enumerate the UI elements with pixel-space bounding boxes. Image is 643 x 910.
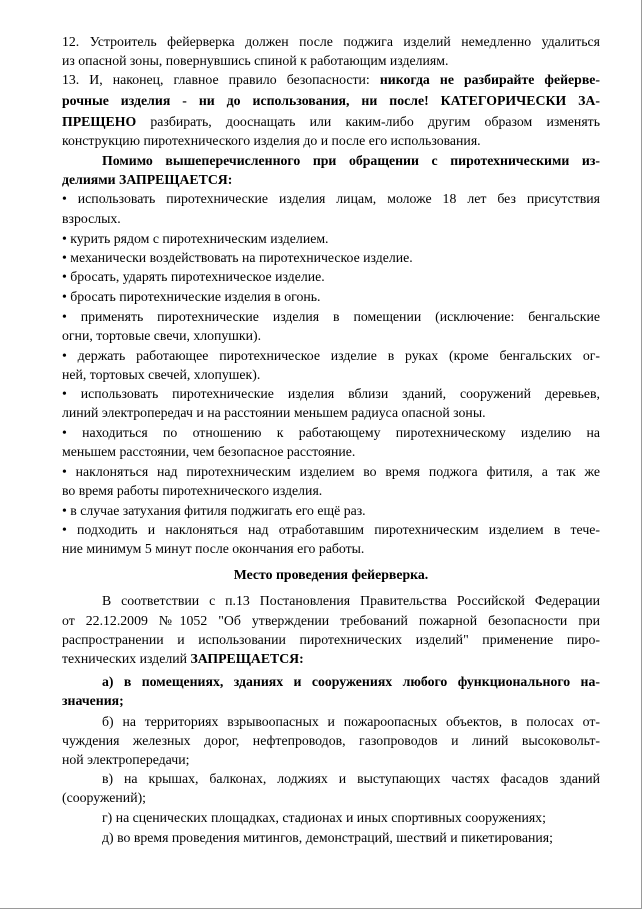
- text-run: ней, тортовых свечей, хлопушек).: [62, 367, 261, 382]
- text-run: • находиться по отношению к работающему пиротехническому изделию на: [62, 425, 600, 440]
- text-line: [62, 503, 600, 519]
- text-line: [62, 752, 600, 768]
- text-run: • использовать пиротехнические изделия лицам, моложе 18 лет без присутствия: [62, 191, 600, 206]
- text-run: конструкцию пиротехнического изделия до и после его использования.: [62, 133, 481, 148]
- text-run: чуждения железных дорог, нефтепроводов, газопроводов и линий высоковольт-: [62, 733, 600, 748]
- text-run: 12. Устроитель фейерверка должен после поджига изделий немедленно удалиться: [62, 34, 600, 49]
- text-run: разбирать, дооснащать или каким-либо другим образом изменять: [136, 114, 600, 129]
- text-run: огни, тортовые свечи, хлопушки).: [62, 328, 262, 343]
- text-line: [62, 632, 600, 648]
- text-line: [62, 34, 600, 50]
- text-run: (сооружений);: [62, 790, 147, 805]
- text-line: [62, 211, 600, 227]
- text-line: [62, 191, 600, 207]
- text-run: технических изделий: [62, 651, 191, 666]
- text-line: [62, 348, 600, 364]
- text-run: • механически воздействовать на пиротехническое изделие.: [62, 250, 413, 265]
- text-line: [62, 328, 600, 344]
- text-run: • применять пиротехнические изделия в помещении (исключение: бенгальские: [62, 309, 600, 324]
- text-line: [62, 405, 600, 421]
- text-run: • бросать, ударять пиротехническое изделие.: [62, 269, 325, 284]
- text-line: [102, 810, 600, 826]
- text-run: • бросать пиротехнические изделия в огонь.: [62, 289, 321, 304]
- text-line: [62, 541, 600, 557]
- text-line: [102, 674, 600, 690]
- text-line: [62, 269, 600, 285]
- text-line: [62, 231, 600, 247]
- text-line: [102, 153, 600, 169]
- text-line: [62, 53, 600, 69]
- text-run: в) на крышах, балконах, лоджиях и выступающих частях фасадов зданий: [102, 771, 600, 786]
- bold-text: делиями ЗАПРЕЩАЕТСЯ:: [62, 172, 233, 187]
- text-line: [102, 830, 600, 846]
- text-line: [62, 93, 600, 109]
- text-line: [62, 483, 600, 499]
- text-run: ние минимум 5 минут после окончания его работы.: [62, 541, 365, 556]
- text-run: д) во время проведения митингов, демонстраций, шествий и пикетирования;: [102, 830, 553, 845]
- text-line: [62, 386, 600, 402]
- text-line: [62, 309, 600, 325]
- text-line: [62, 72, 600, 88]
- text-run: во время работы пиротехнического изделия.: [62, 483, 323, 498]
- bold-text: никогда не разбирайте фейерве-: [379, 72, 600, 87]
- text-line: [62, 444, 600, 460]
- text-line: [62, 289, 600, 305]
- text-line: [62, 114, 600, 130]
- text-line: [62, 567, 600, 583]
- bold-text: Место проведения фейерверка.: [233, 567, 429, 582]
- text-line: [102, 593, 600, 609]
- bold-text: а) в помещениях, зданиях и сооружениях любого функционального на-: [102, 674, 600, 689]
- bold-text: Помимо вышеперечисленного при обращении с пиротехническими из-: [102, 153, 600, 168]
- text-line: [62, 367, 600, 383]
- text-run: • в случае затухания фитиля поджигать его ещё раз.: [62, 503, 366, 518]
- text-line: [62, 464, 600, 480]
- text-line: [62, 733, 600, 749]
- text-run: • наклоняться над пиротехническим изделием во время поджога фитиля, а так же: [62, 464, 600, 479]
- text-run: линий электропередач и на расстоянии меньшем радиуса опасной зоны.: [62, 405, 486, 420]
- text-run: • держать работающее пиротехническое изделие в руках (кроме бенгальских ог-: [62, 348, 600, 363]
- bold-text: ЗАПРЕЩАЕТСЯ:: [190, 651, 304, 666]
- text-run: • подходить и наклоняться над отработавшим пиротехническим изделием в тече-: [62, 522, 600, 537]
- text-run: 13. И, наконец, главное правило безопасности:: [62, 72, 380, 87]
- text-run: от 22.12.2009 №1052 "Об утверждении требований пожарной безопасности при: [62, 613, 600, 628]
- text-line: [62, 790, 600, 806]
- text-run: меньшем расстоянии, чем безопасное расстояние.: [62, 444, 356, 459]
- text-line: [62, 613, 600, 629]
- text-run: • использовать пиротехнические изделия вблизи зданий, сооружений деревьев,: [62, 386, 600, 401]
- bold-text: значения;: [62, 693, 124, 708]
- text-line: [62, 522, 600, 538]
- text-run: • курить рядом с пиротехническим изделием.: [62, 231, 329, 246]
- text-run: взрослых.: [62, 211, 121, 226]
- text-run: ной электропередачи;: [62, 752, 190, 767]
- text-line: [62, 250, 600, 266]
- text-run: распространении и использовании пиротехнических изделий" применение пиро-: [62, 632, 600, 647]
- text-line: [102, 771, 600, 787]
- text-run: г) на сценических площадках, стадионах и иных спортивных сооружениях;: [102, 810, 546, 825]
- bold-text: ПРЕЩЕНО: [62, 114, 137, 129]
- text-line: [102, 714, 600, 730]
- text-line: [62, 172, 600, 188]
- text-line: [62, 693, 600, 709]
- text-run: б) на территориях взрывоопасных и пожароопасных объектов, в полосах от-: [102, 714, 600, 729]
- bold-text: рочные изделия - ни до использования, ни после! КАТЕГОРИЧЕСКИ ЗА-: [62, 93, 600, 108]
- text-run: В соответствии с п.13 Постановления Правительства Российской Федерации: [102, 593, 600, 608]
- text-run: из опасной зоны, повернувшись спиной к работающим изделиям.: [62, 53, 449, 68]
- text-line: [62, 425, 600, 441]
- text-line: [62, 133, 600, 149]
- text-line: [62, 651, 600, 667]
